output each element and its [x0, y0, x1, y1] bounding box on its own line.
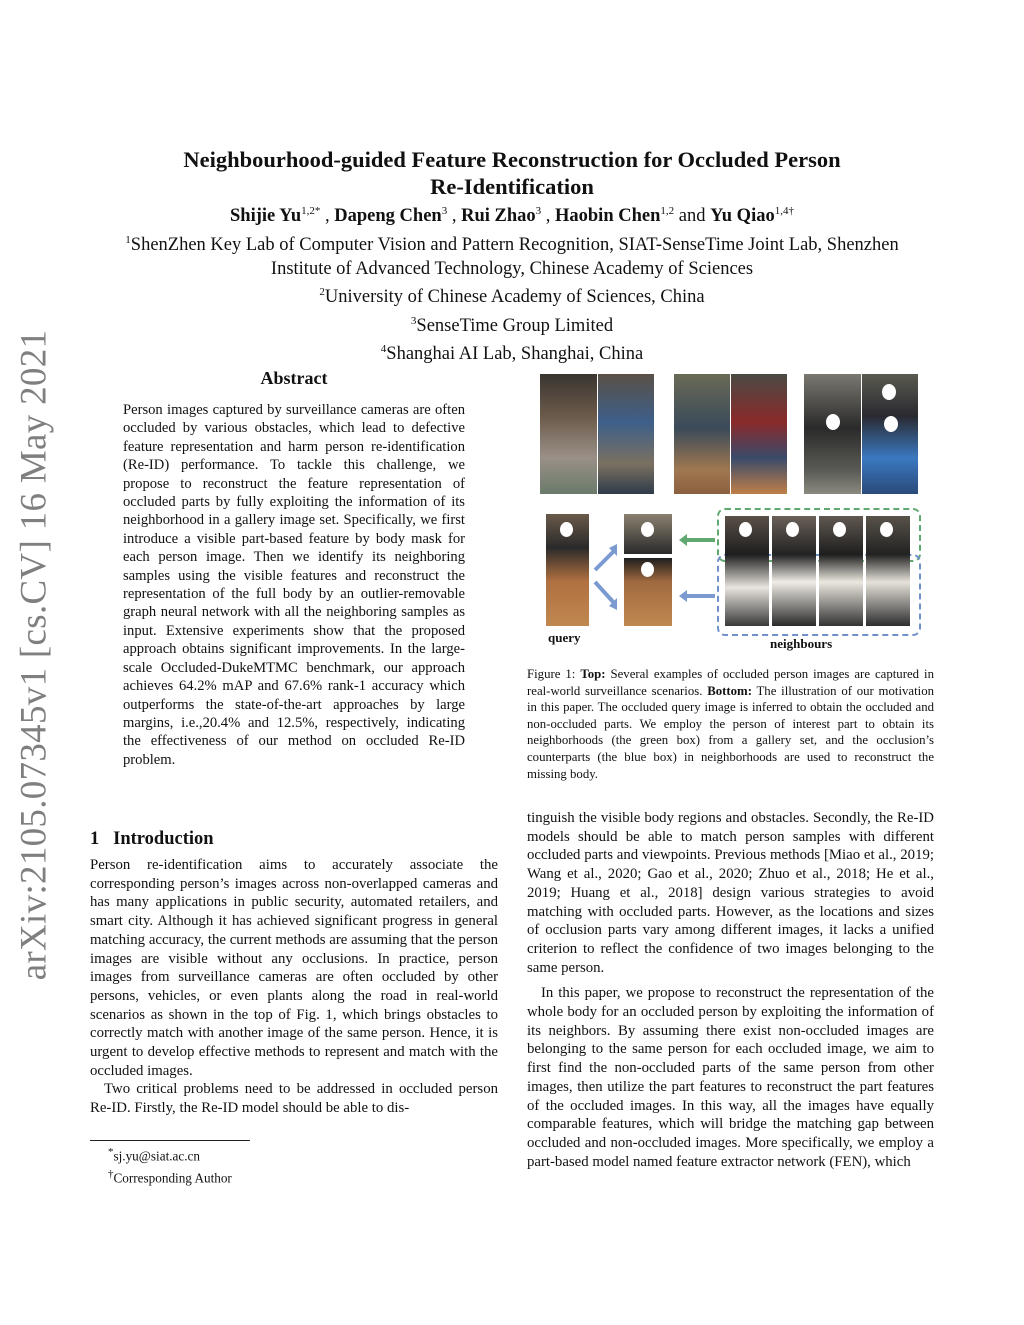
intro-paragraph-2: Two critical problems need to be addressed in occluded person Re-ID. Firstly, the Re-ID model should be able to dis- — [90, 1081, 498, 1117]
caption-top-label: Top: — [580, 667, 606, 681]
intro-paragraph-1: Person re-identification aims to accurately associate the corresponding person’s images across non-overlapped cameras and has many applications in public security, automated retailers, and smart city. Although it has achieved significant progress in general matching accuracy, the current methods are assuming that the person images are visible without any occlusions. In practice, person images from surveillance cameras are often occluded by other persons, vehicles, or even plants along the road in real-world scenarios as shown in the top of Fig. 1, which brings obstacles to correctly match with another image of the same person. Hence, it is urgent to develop effective methods to represent and match with the occluded images. — [90, 857, 498, 1079]
affiliation-1 — [90, 229, 934, 258]
photo-example-1a — [540, 374, 597, 494]
footnotes — [90, 1143, 498, 1188]
caption-text-top: Several examples of occluded person images are captured in real-world surveillance scenarios. — [527, 667, 934, 698]
arrowhead — [679, 590, 687, 602]
face-blur-icon — [880, 522, 893, 537]
photo-example-3a — [804, 374, 861, 494]
query-label: query — [548, 630, 581, 645]
face-blur-icon — [560, 522, 573, 537]
caption-label: Figure 1: — [527, 667, 581, 681]
right-paragraph-2: In this paper, we propose to reconstruct the representation of the whole body for an occluded person by exploiting the information of its neighbors. By assuming there exist non-occluded images are belonging to the same person for each occluded image, we aim to first find the non-occluded parts of the same person from other images, then utilize the part features to reconstruct the part features of the occluded images. In this way, all the images have equally comparable features, which will bridge the matching gap between occluded and non-occluded images. More specifically, we employ a part-based model named feature extractor network (FEN), which — [527, 985, 934, 1170]
affiliation-4 — [90, 338, 934, 367]
neighbour-image-4 — [866, 516, 910, 626]
right-column-body — [527, 809, 934, 1171]
face-blur-icon — [826, 414, 840, 430]
aff-sup: 1 — [125, 234, 131, 246]
author-sup: 1,4† — [774, 205, 794, 217]
author-sep: , — [320, 206, 335, 227]
photo-example-2a — [674, 374, 730, 494]
author-sup: 1,2* — [301, 205, 321, 217]
author-sup: 1,2 — [660, 205, 675, 217]
neighbour-image-2 — [772, 516, 816, 626]
author-name: Yu Qiao — [710, 206, 775, 227]
footnote-rule — [90, 1140, 250, 1141]
section-number: 1 — [90, 829, 100, 849]
affiliation-3 — [90, 310, 934, 339]
figure-caption — [527, 666, 934, 782]
affiliation-1-cont: Institute of Advanced Technology, Chinese Academy of Sciences — [270, 258, 754, 279]
aff-text: SenseTime Group Limited — [416, 315, 614, 336]
author-name: Haobin Chen — [555, 206, 661, 227]
intro-body — [90, 856, 498, 1118]
caption-text-bottom: The illustration of our motivation in this paper. The occluded query image is inferred to obtain the occluded and non-occluded parts. We employ the person of interest part to obtain its neighborhoods (the green box) from a gallery set, and the occlusion’s counterparts (the blue box) in neighborhoods are used to reconstruct the missing body. — [527, 683, 934, 781]
face-blur-icon — [884, 416, 898, 432]
abstract-body — [123, 401, 465, 769]
section-title: Introduction — [113, 829, 214, 849]
aff-sup: 4 — [380, 343, 387, 356]
face-blur-icon — [786, 522, 799, 537]
photo-example-3b — [862, 374, 918, 494]
abstract-text: Person images captured by surveillance cameras are often occluded by various obstacles, which lead to defective feature representation and harm person re-identification (Re-ID) performance. To tackle this challenge, we propose to reconstruct the feature representation of occluded parts by fully exploiting the information of its neighborhood in a gallery image set. Specifically, we first introduce a visible part-based feature by body mask for each person image. Then we identify its neighboring samples using the visible features and reconstruct the representation of the full body by an outlier-removable graph neural network with all the neighboring samples as input. Extensive experiments show that the proposed approach obtains significant improvements. In the large-scale Occluded-DukeMTMC benchmark, our approach achieves 64.2% mAP and 67.6% rank-1 accuracy which outperforms the state-of-the-art approaches by large margins, i.e.,20.4% and 12.5%, respectively, indicating the effectiveness of our method on occluded Re-ID problem. — [123, 402, 465, 768]
query-image — [546, 514, 589, 626]
arrowhead — [679, 534, 687, 546]
face-blur-icon — [882, 384, 896, 400]
right-paragraph-1: tinguish the visible body regions and obstacles. Secondly, the Re-ID models should be able to match person samples with different occluded parts and viewpoints. Previous methods [Miao et al., 2019; Wang et al., 2020; Gao et al., 2020; Zhuo et al., 2018; He et al., 2019; Huang et al., 2018] design various strategies to avoid matching with occluded parts. However, as the locations and sizes of occlusion parts vary among different images, it lacks a unified criterion to reflect the confidence of two images belonging to the same person. — [527, 810, 934, 976]
neighbour-image-3 — [819, 516, 863, 626]
neighbours-label: neighbours — [770, 636, 833, 651]
author-sup: 3 — [535, 205, 542, 217]
figure-1 — [527, 370, 934, 660]
footnote-email — [90, 1143, 498, 1165]
aff-sup: 3 — [410, 314, 417, 327]
paper-title — [120, 146, 904, 200]
author-list — [100, 205, 924, 227]
title-line-1: Neighbourhood-guided Feature Reconstruction for Occluded Person — [183, 147, 841, 172]
affiliations — [90, 229, 934, 367]
footnote-mark: † — [108, 1168, 114, 1181]
footnote-text: Corresponding Author — [113, 1170, 232, 1186]
face-blur-icon — [833, 522, 846, 537]
footnote-text: sj.yu@siat.ac.cn — [113, 1148, 200, 1164]
aff-text: Shanghai AI Lab, Shanghai, China — [386, 344, 644, 365]
arrow-up-icon — [595, 550, 615, 570]
author-sep: and — [674, 206, 711, 227]
author-sep: , — [541, 206, 555, 227]
arxiv-stamp-text: arXiv:2105.07345v1 [cs.CV] 16 May 2021 — [13, 329, 55, 981]
neighbour-image-1 — [725, 516, 769, 626]
affiliation-2 — [90, 281, 934, 310]
author-sep: , — [447, 206, 462, 227]
aff-text: University of Chinese Academy of Sciences, China — [324, 287, 705, 308]
section-heading-introduction — [90, 829, 498, 850]
footnote-mark: * — [108, 1146, 114, 1158]
author-name: Dapeng Chen — [334, 206, 442, 227]
abstract-heading: Abstract — [260, 368, 328, 388]
title-line-2: Re-Identification — [430, 174, 594, 199]
author-name: Rui Zhao — [461, 206, 536, 227]
author-name: Shijie Yu — [230, 206, 302, 227]
photo-example-2b — [731, 374, 787, 494]
face-blur-icon — [739, 522, 752, 537]
arrow-down-icon — [595, 582, 615, 604]
aff-text: ShenZhen Key Lab of Computer Vision and Pattern Recognition, SIAT-SenseTime Joint Lab, Shenzhen — [130, 235, 899, 256]
arxiv-stamp — [4, 0, 64, 1325]
aff-sup: 2 — [319, 285, 325, 298]
caption-bottom-label: Bottom: — [707, 683, 752, 698]
footnote-corresponding — [90, 1165, 498, 1187]
photo-example-1b — [598, 374, 654, 494]
author-sup: 3 — [441, 205, 448, 217]
